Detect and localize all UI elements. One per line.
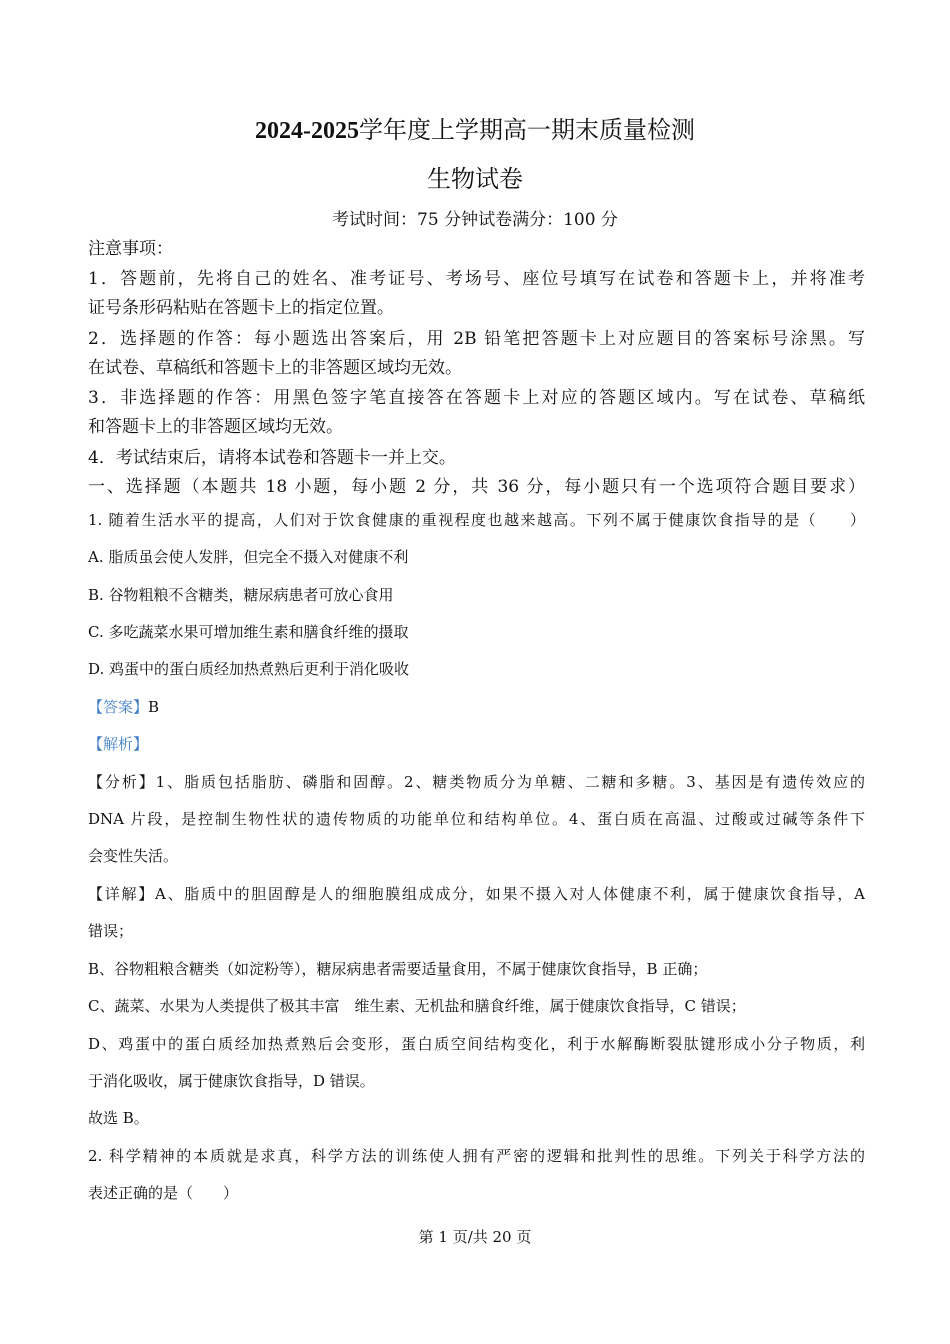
question-1-option-b: B. 谷物粗粮不含糖类，糖尿病患者可放心食用 — [88, 586, 394, 604]
analysis-tag: 【解析】 — [88, 735, 149, 753]
page-number: 第 1 页/共 20 页 — [418, 1228, 532, 1246]
question-1-option-d: D. 鸡蛋中的蛋白质经加热煮熟后更利于消化吸收 — [88, 660, 410, 678]
question-1-stem: 1. 随着生活水平的提高，人们对于饮食健康的重视程度也越来越高。下列不属于健康饮食指导的是（ ） — [88, 511, 865, 529]
answer-tag: 【答案】 — [88, 698, 149, 716]
analysis-line: C、蔬菜、水果为人类提供了极其丰富 维生素、无机盐和膳食纤维，属于健康饮食指导，C 错误； — [88, 997, 746, 1015]
page-subtitle: 生物试卷 — [427, 165, 523, 193]
note-line: 和答题卡上的非答题区域均无效。 — [88, 417, 343, 437]
analysis-line: B、谷物粗粮含糖类（如淀粉等），糖尿病患者需要适量食用，不属于健康饮食指导，B 正确； — [88, 960, 708, 978]
note-line: 在试卷、草稿纸和答题卡上的非答题区域均无效。 — [88, 358, 462, 378]
analysis-line: 【详解】A、脂质中的胆固醇是人的细胞膜组成成分，如果不摄入对人体健康不利，属于健康饮食指导，A — [88, 885, 865, 903]
analysis-line: 会变性失活。 — [88, 847, 179, 865]
question-1-option-c: C. 多吃蔬菜水果可增加维生素和膳食纤维的摄取 — [88, 623, 409, 641]
analysis-line: DNA 片段，是控制生物性状的遗传物质的功能单位和结构单位。4、蛋白质在高温、过酸或过碱等条件下 — [88, 810, 865, 828]
question-2-stem: 表述正确的是（ ） — [88, 1184, 239, 1202]
answer-value: B — [148, 698, 160, 716]
analysis-line: 故选 B。 — [88, 1109, 149, 1127]
page-title — [0, 118, 950, 143]
note-line: 3．非选择题的作答：用黑色签字笔直接答在答题卡上对应的答题区域内。写在试卷、草稿纸 — [88, 388, 865, 408]
notes-heading: 注意事项： — [88, 239, 173, 259]
note-line: 2．选择题的作答：每小题选出答案后，用 2B 铅笔把答题卡上对应题目的答案标号涂黑。写 — [88, 329, 865, 349]
note-line: 证号条形码粘贴在答题卡上的指定位置。 — [88, 298, 394, 318]
answer-line — [88, 695, 159, 719]
analysis-line: 【分析】1、脂质包括脂肪、磷脂和固醇。2、糖类物质分为单糖、二糖和多糖。3、基因是有遗传效应的 — [88, 773, 865, 791]
question-2-stem: 2. 科学精神的本质就是求真，科学方法的训练使人拥有严密的逻辑和批判性的思维。下列关于科学方法的 — [88, 1147, 865, 1165]
title-text: 学年度上学期高一期末质量检测 — [359, 116, 695, 144]
analysis-line: 于消化吸收，属于健康饮食指导，D 错误。 — [88, 1072, 375, 1090]
note-line: 1．答题前，先将自己的姓名、准考证号、考场号、座位号填写在试卷和答题卡上，并将准考 — [88, 269, 865, 289]
exam-info: 考试时间：75 分钟试卷满分：100 分 — [332, 210, 618, 230]
note-line: 4．考试结束后，请将本试卷和答题卡一并上交。 — [88, 448, 456, 468]
analysis-line: D、鸡蛋中的蛋白质经加热煮熟后会变形，蛋白质空间结构变化，利于水解酶断裂肽键形成小分子物质，利 — [88, 1035, 865, 1053]
question-1-option-a: A. 脂质虽会使人发胖，但完全不摄入对健康不利 — [88, 548, 409, 566]
title-year: 2024-2025 — [255, 118, 359, 144]
section-heading: 一、选择题（本题共 18 小题，每小题 2 分，共 36 分，每小题只有一个选项符合题目要求） — [88, 477, 865, 497]
analysis-line: 错误； — [88, 922, 134, 940]
